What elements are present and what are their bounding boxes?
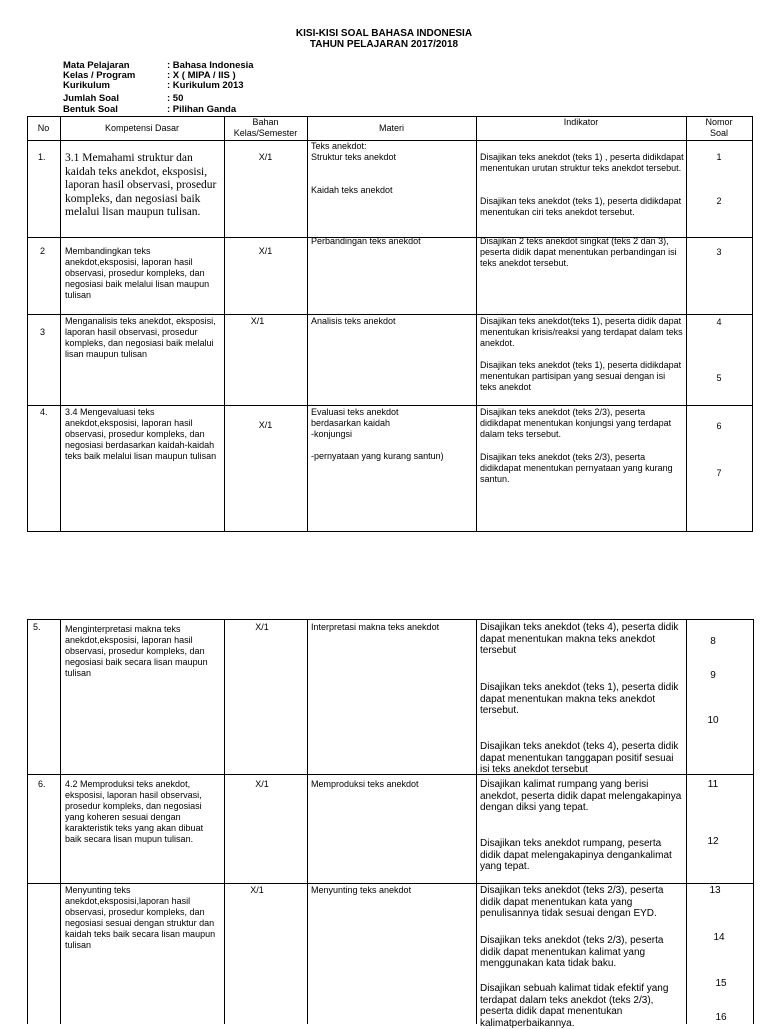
meta-kurikulum: Kurikulum : Kurikulum 2013: [63, 80, 244, 91]
row-5-indikator-1: Disajikan teks anekdot (teks 4), peserta didik dapat menentukan makna teks anekdot tersebut: [480, 622, 679, 656]
row-5-indikator-3: Disajikan teks anekdot (teks 4), peserta didik dapat menentukan tanggapan positif sesuai isi teks anekdot tersebut: [480, 741, 679, 775]
row-7-indikator-1: Disajikan teks anekdot (teks 2/3), peserta didik dapat menentukan kata yang penulisannya tidak sesuai dengan EYD.: [480, 885, 664, 919]
row-3-kompetensi: Menganalisis teks anekdot, eksposisi, laporan hasil observasi, prosedur kompleks, dan negosiasi baik melalui lisan maupun tulisan: [65, 316, 216, 359]
row-7-nomor-2: 14: [713, 932, 725, 943]
row-3-bahan: X/1: [250, 316, 265, 326]
row-4-bahan: X/1: [258, 420, 273, 430]
row-5-nomor-2: 9: [710, 670, 716, 681]
row-1-no: 1.: [38, 152, 46, 162]
header-nomor-soal: Nomor Soal: [705, 117, 733, 138]
row-3-no: 3: [40, 327, 46, 337]
header-bahan: Bahan Kelas/Semester: [233, 117, 298, 138]
row-7-indikator-2: Disajikan teks anekdot (teks 2/3), peserta didik dapat menentukan kalimat yang menggunakan kata tidak baku.: [480, 935, 664, 969]
row-7-nomor-4: 16: [715, 1012, 727, 1023]
row-5-no: 5.: [33, 622, 41, 632]
row-4-nomor-1: 6: [716, 421, 722, 431]
row-2-materi: Perbandingan teks anekdot: [311, 236, 421, 246]
row-7-materi: Menyunting teks anekdot: [311, 885, 412, 895]
row-4-indikator-2: Disajikan teks anekdot (teks 2/3), peserta didikdapat menentukan pernyataan yang kurang santun.: [480, 452, 673, 484]
row-1-nomor-1: 1: [716, 152, 722, 162]
row-2-no: 2: [40, 246, 46, 256]
row-7-nomor-1: 13: [709, 885, 721, 896]
row-4-kompetensi: 3.4 Mengevaluasi teks anekdot,eksposisi, laporan hasil observasi, prosedur kompleks, dan negosiasi berdasarkan kaidah-kaidah teks baik melalui lisan maupun tulisan: [65, 407, 217, 461]
row-4-no: 4.: [40, 407, 48, 417]
row-1-indikator-2: Disajikan teks anekdot (teks 1), peserta didikdapat menentukan ciri teks anekdot tersebut.: [480, 196, 682, 217]
row-1-kompetensi: 3.1 Memahami struktur dan kaidah teks anekdot, eksposisi, laporan hasil observasi, prosedur kompleks, dan negosiasi baik melalui lisan maupun tulisan.: [65, 152, 217, 218]
meta-bentuk-soal: Bentuk Soal : Pilihan Ganda: [63, 104, 237, 115]
row-1-materi: Teks anekdot: Struktur teks anekdot Kaidah teks anekdot: [311, 141, 397, 195]
row-5-kompetensi: Menginterpretasi makna teks anekdot,eksposisi, laporan hasil observasi, prosedur kompleks, dan negosiasi baik secara lisan maupun tulisan: [65, 624, 208, 678]
row-3-materi: Analisis teks anekdot: [311, 316, 396, 326]
row-3-indikator-1: Disajikan teks anekdot(teks 1), peserta didik dapat menentukan krisis/reaksi yang terdapat dalam teks anekdot.: [480, 316, 683, 348]
row-7-kompetensi: Menyunting teks anekdot,eksposisi,laporan hasil observasi, prosedur kompleks, dan negosiasi sesuai dengan struktur dan kaidah teks baik secara lisan maupun tulisan: [65, 885, 216, 950]
header-materi: Materi: [378, 123, 404, 133]
row-2-bahan: X/1: [258, 246, 273, 256]
meta-jumlah-soal: Jumlah Soal : 50: [63, 93, 184, 104]
row-6-materi: Memproduksi teks anekdot: [311, 779, 419, 789]
row-5-bahan: X/1: [255, 622, 269, 632]
row-5-materi: Interpretasi makna teks anekdot: [311, 622, 440, 632]
document-title: KISI-KISI SOAL BAHASA INDONESIA: [295, 28, 473, 39]
header-no: No: [37, 123, 50, 133]
row-3-nomor-1: 4: [716, 317, 722, 327]
row-1-bahan: X/1: [258, 152, 273, 162]
row-6-nomor-1: 11: [707, 779, 719, 790]
row-5-nomor-3: 10: [707, 715, 719, 726]
row-6-indikator-2: Disajikan teks anekdot rumpang, peserta didik dapat melengakapinya dengankalimat yang tepat.: [480, 838, 672, 872]
row-4-nomor-2: 7: [716, 468, 722, 478]
row-7-indikator-3: Disajikan sebuah kalimat tidak efektif yang terdapat dalam teks anekdot (teks 2/3), peserta didik dapat menentukan kalimatperbaikannya.: [480, 983, 669, 1029]
row-6-indikator-1: Disajikan kalimat rumpang yang berisi anekdot, peserta didik dapat melengakapinya dengan diksi yang tepat.: [480, 779, 682, 813]
row-7-nomor-3: 15: [715, 978, 727, 989]
header-kompetensi-dasar: Kompetensi Dasar: [104, 123, 180, 133]
meta-mata-pelajaran: Mata Pelajaran : Bahasa Indonesia: [63, 60, 254, 71]
row-4-materi: Evaluasi teks anekdot berdasarkan kaidah -konjungsi -pernyataan yang kurang santun): [311, 407, 444, 461]
row-3-nomor-2: 5: [716, 373, 722, 383]
header-indikator: Indikator: [563, 117, 599, 127]
row-4-indikator-1: Disajikan teks anekdot (teks 2/3), peserta didikdapat menentukan konjungsi yang terdapat dalam teks tersebut.: [480, 407, 672, 439]
row-3-indikator-2: Disajikan teks anekdot (teks 1), peserta didikdapat menentukan partisipan yang sesuai dengan isi teks anekdot: [480, 360, 682, 392]
row-2-kompetensi: Membandingkan teks anekdot,eksposisi, laporan hasil observasi, prosedur kompleks, dan negosiasi baik melalui lisan maupun tulisan: [65, 246, 210, 300]
row-6-no: 6.: [38, 779, 46, 789]
row-5-nomor-1: 8: [710, 636, 716, 647]
row-7-bahan: X/1: [250, 885, 264, 895]
row-5-indikator-2: Disajikan teks anekdot (teks 1), peserta didik dapat menentukan makna teks anekdot tersebut.: [480, 682, 679, 716]
row-1-nomor-2: 2: [716, 196, 722, 206]
row-2-nomor-1: 3: [716, 247, 722, 257]
meta-kelas: Kelas / Program : X ( MIPA / IIS ): [63, 70, 236, 81]
row-2-indikator-1: Disajikan 2 teks anekdot singkat (teks 2 dan 3), peserta didik dapat menentukan perbandingan isi teks anekdot tersebut.: [480, 236, 677, 268]
document-subtitle: TAHUN PELAJARAN 2017/2018: [309, 39, 459, 50]
row-6-kompetensi: 4.2 Memproduksi teks anekdot, eksposisi, laporan hasil observasi, prosedur kompleks, dan negosiasi yang koheren sesuai dengan karakteristik teks yang akan dibuat baik secara lisan mupun tulisan.: [65, 779, 204, 844]
row-6-bahan: X/1: [255, 779, 269, 789]
row-1-indikator-1: Disajikan teks anekdot (teks 1) , peserta didikdapat menentukan urutan struktur teks anekdot tersebut.: [480, 152, 684, 173]
row-6-nomor-2: 12: [707, 836, 719, 847]
